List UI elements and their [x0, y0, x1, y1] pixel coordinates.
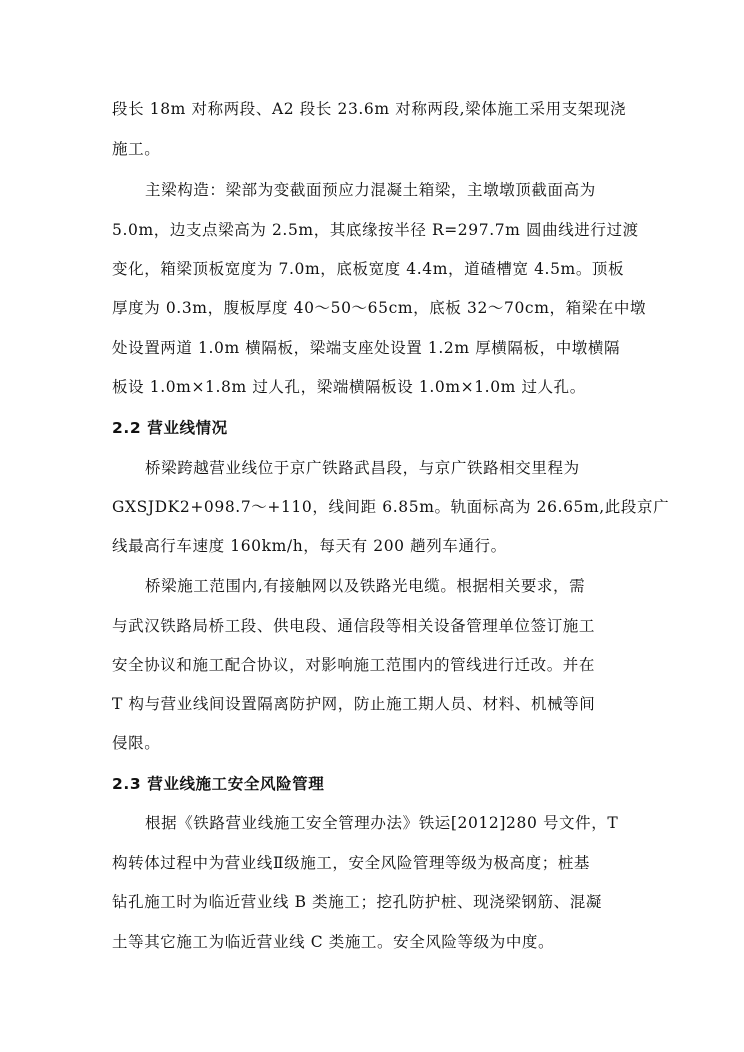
text-line: GXSJDK2+098.7～+110，线间距 6.85m。轨面标高为 26.65m,此段京广 [112, 498, 670, 516]
text-line: 桥梁施工范围内,有接触网以及铁路光电缆。根据相关要求，需 [145, 577, 586, 595]
text-line: 钻孔施工时为临近营业线 B 类施工；挖孔防护桩、现浇梁钢筋、混凝 [112, 893, 602, 911]
text-line: 安全协议和施工配合协议，对影响施工范围内的管线进行迁改。并在 [112, 656, 596, 674]
text-line: 变化，箱梁顶板宽度为 7.0m，底板宽度 4.4m，道碴槽宽 4.5m。顶板 [112, 260, 625, 278]
text-line: 板设 1.0m×1.8m 过人孔，梁端横隔板设 1.0m×1.0m 过人孔。 [112, 378, 586, 396]
text-line: T 构与营业线间设置隔离防护网，防止施工期人员、材料、机械等间 [112, 695, 596, 713]
text-line: 处设置两道 1.0m 横隔板，梁端支座处设置 1.2m 厚横隔板，中墩横隔 [112, 339, 621, 357]
section-heading: 2.3 营业线施工安全风险管理 [112, 775, 325, 793]
text-line: 厚度为 0.3m，腹板厚度 40～50～65cm，底板 32～70cm，箱梁在中墩 [112, 299, 647, 317]
text-line: 段长 18m 对称两段、A2 段长 23.6m 对称两段,梁体施工采用支架现浇 [112, 100, 627, 118]
text-line: 5.0m，边支点梁高为 2.5m，其底缘按半径 R=297.7m 圆曲线进行过渡 [112, 221, 639, 239]
text-line: 主梁构造：梁部为变截面预应力混凝土箱梁，主墩墩顶截面高为 [145, 181, 596, 199]
text-line: 侵限。 [112, 734, 161, 752]
section-heading: 2.2 营业线情况 [112, 419, 228, 437]
text-line: 与武汉铁路局桥工段、供电段、通信段等相关设备管理单位签订施工 [112, 617, 596, 635]
text-line: 施工。 [112, 140, 161, 158]
text-line: 根据《铁路营业线施工安全管理办法》铁运[2012]280 号文件，T [145, 814, 619, 832]
text-line: 构转体过程中为营业线Ⅱ级施工，安全风险管理等级为极高度；桩基 [112, 854, 591, 872]
text-line: 线最高行车速度 160km/h，每天有 200 趟列车通行。 [112, 537, 507, 555]
text-line: 土等其它施工为临近营业线 C 类施工。安全风险等级为中度。 [112, 933, 555, 951]
text-line: 桥梁跨越营业线位于京广铁路武昌段，与京广铁路相交里程为 [145, 459, 580, 477]
